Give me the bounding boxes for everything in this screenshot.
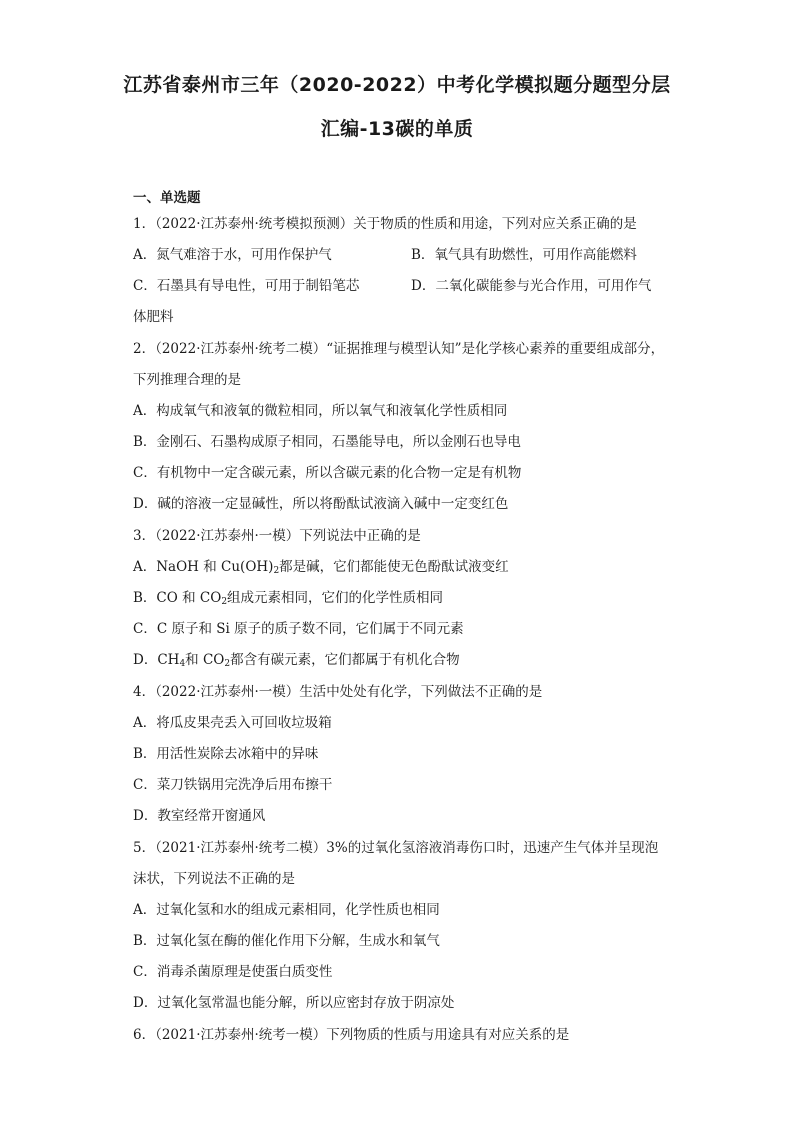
question-4-option-a: A．将瓜皮果壳丢入可回收垃圾箱 [133,715,332,731]
question-3-option-d-text-mid: 和 CO [185,652,225,668]
document-title-line-1: 江苏省泰州市三年（2020-2022）中考化学模拟题分题型分层 [123,74,671,96]
question-2-option-c: C．有机物中一定含碳元素，所以含碳元素的化合物一定是有机物 [133,465,522,481]
question-3-stem: 3．（2022·江苏泰州·一模）下列说法中正确的是 [133,528,421,544]
question-3-option-d-text: D．CH [133,652,180,668]
question-3-option-a [133,555,509,575]
question-5-option-a: A．过氧化氢和水的组成元素相同，化学性质也相同 [133,902,440,918]
question-2-option-d: D．碱的溶液一定显碱性，所以将酚酞试液滴入碱中一定变红色 [133,496,509,512]
question-3-option-a-text: A．NaOH 和 Cu(OH) [133,559,274,575]
question-3-option-b-text: B．CO 和 CO [133,590,222,606]
question-1-option-d: D．二氧化碳能参与光合作用，可用作气 [411,278,652,294]
question-1-option-d-continued: 体肥料 [133,309,174,325]
question-5-stem: 5．（2021·江苏泰州·统考二模）3%的过氧化氢溶液消毒伤口时，迅速产生气体并呈现泡 [133,840,659,856]
question-2-option-a: A．构成氧气和液氧的微粒相同，所以氧气和液氧化学性质相同 [133,403,508,419]
question-1-option-c: C．石墨具有导电性，可用于制铅笔芯 [133,278,360,294]
question-4-option-c: C．菜刀铁锅用完洗净后用布擦干 [133,777,333,793]
question-5-option-d: D．过氧化氢常温也能分解，所以应密封存放于阴凉处 [133,995,455,1011]
question-2-option-b: B．金刚石、石墨构成原子相同，石墨能导电，所以金刚石也导电 [133,434,521,450]
question-5-option-c: C．消毒杀菌原理是使蛋白质变性 [133,964,333,980]
question-1-option-b: B．氧气具有助燃性，可用作高能燃料 [411,247,637,263]
question-5-stem-continued: 沫状，下列说法不正确的是 [133,871,295,887]
question-3-option-a-text-rest: 都是碱，它们都能使无色酚酞试液变红 [279,559,509,575]
section-heading: 一、单选题 [133,190,201,206]
question-5-option-b: B．过氧化氢在酶的催化作用下分解，生成水和氧气 [133,933,440,949]
subscript: 2 [273,566,280,576]
question-4-stem: 4．（2022·江苏泰州·一模）生活中处处有化学，下列做法不正确的是 [133,684,543,700]
question-3-option-d-text-rest: 都含有碳元素，它们都属于有机化合物 [230,652,460,668]
subscript: 2 [221,597,228,607]
question-3-option-c: C．C 原子和 Si 原子的质子数不同，它们属于不同元素 [133,621,464,637]
question-3-option-b-text-rest: 组成元素相同，它们的化学性质相同 [227,590,444,606]
question-2-stem: 2．（2022·江苏泰州·统考二模）“证据推理与模型认知”是化学核心素养的重要组成部分， [133,341,665,357]
subscript: 4 [179,659,186,669]
question-1-stem: 1．（2022·江苏泰州·统考模拟预测）关于物质的性质和用途，下列对应关系正确的是 [133,216,637,232]
question-4-option-d: D．教室经常开窗通风 [133,808,266,824]
question-6-stem: 6．（2021·江苏泰州·统考一模）下列物质的性质与用途具有对应关系的是 [133,1027,570,1043]
subscript: 2 [224,659,231,669]
question-4-option-b: B．用活性炭除去冰箱中的异味 [133,746,319,762]
question-3-option-b [133,586,443,606]
question-3-option-d [133,648,460,668]
document-title-line-2: 汇编-13碳的单质 [320,118,474,140]
question-1-option-a: A．氮气难溶于水，可用作保护气 [133,247,332,263]
question-2-stem-continued: 下列推理合理的是 [133,372,241,388]
